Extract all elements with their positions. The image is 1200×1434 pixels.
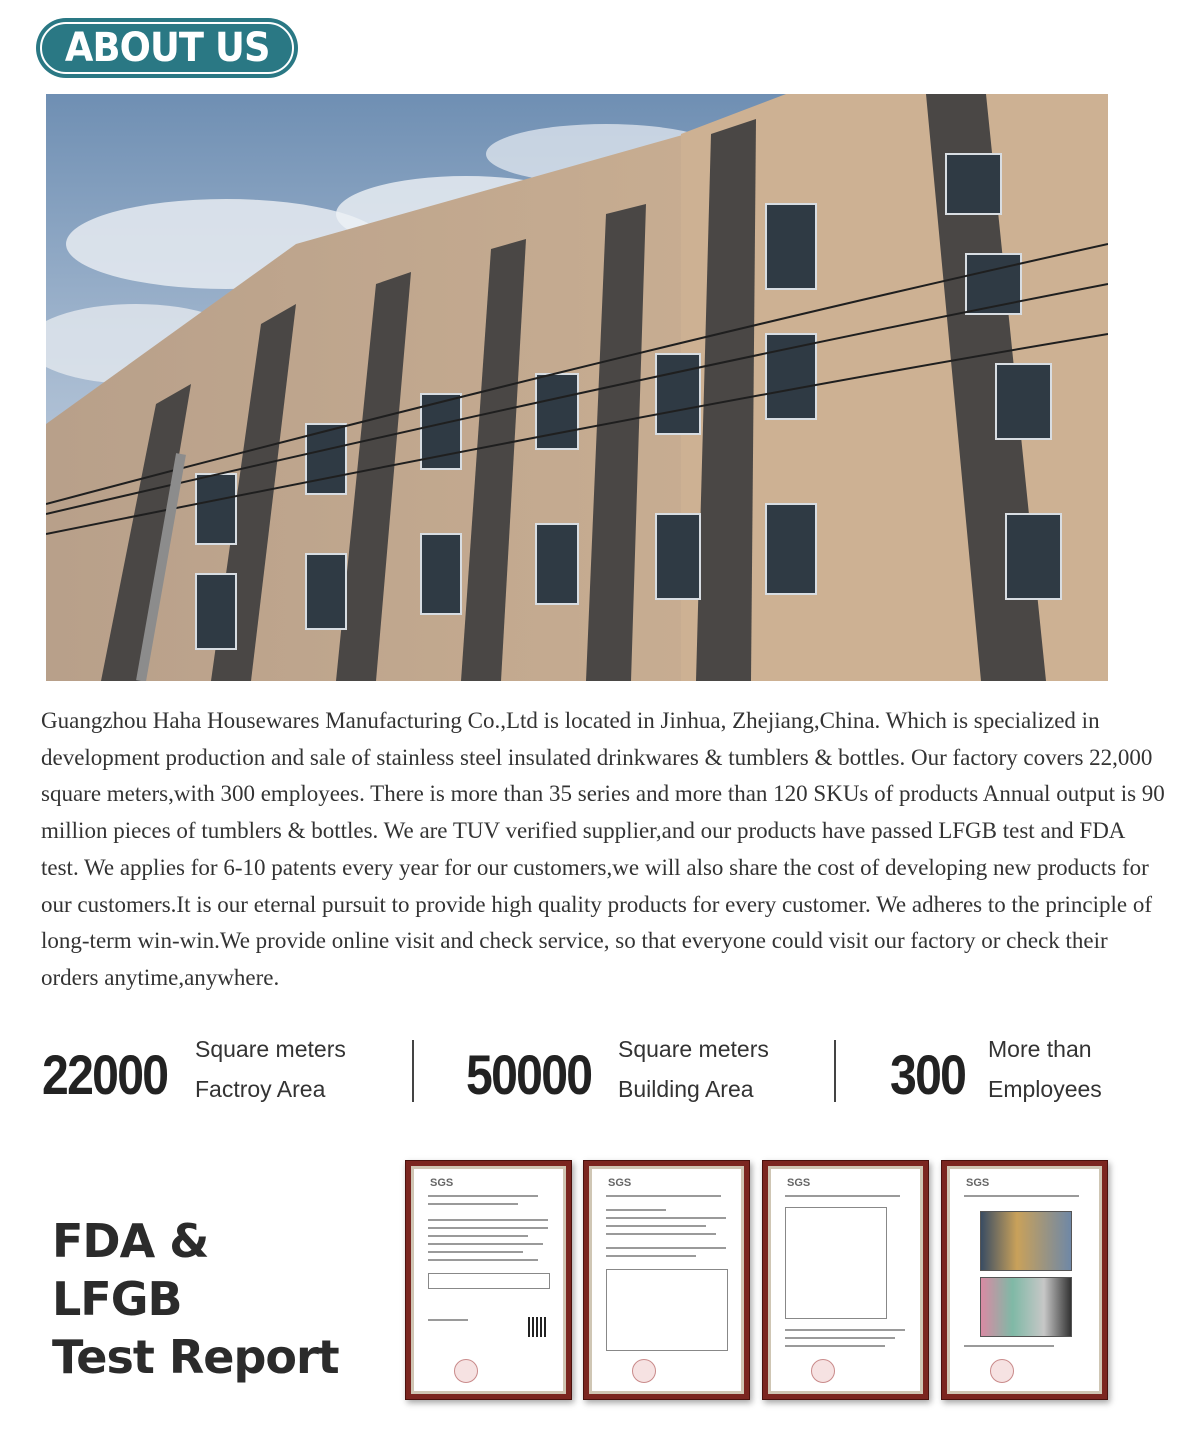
- stat-label-top: More than: [988, 1036, 1092, 1062]
- about-us-badge: [36, 18, 298, 78]
- certificate-frame: [941, 1160, 1108, 1400]
- stat-building-area: [466, 1032, 796, 1112]
- certificate-brand: SGS: [787, 1177, 811, 1189]
- stat-label-top: Square meters: [195, 1036, 346, 1062]
- stat-factory-area: [42, 1032, 372, 1112]
- report-title-line2: Test Report: [52, 1330, 339, 1384]
- product-photo-icon: [980, 1211, 1072, 1271]
- product-photo-icon: [980, 1277, 1072, 1337]
- stat-label-top: Square meters: [618, 1036, 769, 1062]
- stat-number: 22000: [42, 1043, 168, 1106]
- stat-label-bottom: Building Area: [618, 1076, 754, 1102]
- report-title-line1: FDA & LFGB: [52, 1214, 209, 1326]
- factory-building-photo: [46, 94, 1108, 681]
- certificate-frame: [405, 1160, 572, 1400]
- certificate-brand: SGS: [966, 1177, 990, 1189]
- stat-number: 50000: [466, 1043, 592, 1106]
- certificate-document: [768, 1166, 923, 1394]
- stat-divider: [412, 1040, 414, 1102]
- certificate-document: [947, 1166, 1102, 1394]
- seal-icon: [811, 1359, 835, 1383]
- stat-label-bottom: Employees: [988, 1076, 1102, 1102]
- certificate-frame: [762, 1160, 929, 1400]
- certificate-brand: SGS: [608, 1177, 632, 1189]
- seal-icon: [990, 1359, 1014, 1383]
- report-title: [52, 1212, 352, 1386]
- certificate-document: [589, 1166, 744, 1394]
- stat-employees: [890, 1032, 1150, 1112]
- seal-icon: [632, 1359, 656, 1383]
- stat-label-bottom: Factroy Area: [195, 1076, 326, 1102]
- factory-building-illustration: [46, 94, 1108, 681]
- qr-code-icon: [528, 1317, 548, 1337]
- company-description: Guangzhou Haha Housewares Manufacturing Co.,Ltd is located in Jinhua, Zhejiang,China. Which is specialized in development production and sale of stainless steel insulated drinkwares & tumblers & bottles. Our factory covers 22,000 square meters,with 300 employees. There is more than 35 series and more than 120 SKUs of products Annual output is 90 million pieces of tumblers & bottles. We are TUV verified supplier,and our products have passed LFGB test and FDA test. We applies for 6-10 patents every year for our customers,we will also share the cost of developing new products for our customers.It is our eternal pursuit to provide high quality products for every customer. We adheres to the principle of long-term win-win.We provide online visit and check service, so that everyone could visit our factory or check their orders anytime,anywhere.: [41, 708, 1165, 990]
- stat-number: 300: [890, 1043, 966, 1106]
- certificate-document: [411, 1166, 566, 1394]
- seal-icon: [454, 1359, 478, 1383]
- certificate-brand: SGS: [430, 1177, 454, 1189]
- badge-label: ABOUT US: [64, 25, 270, 71]
- stat-divider: [834, 1040, 836, 1102]
- certificate-frame: [583, 1160, 750, 1400]
